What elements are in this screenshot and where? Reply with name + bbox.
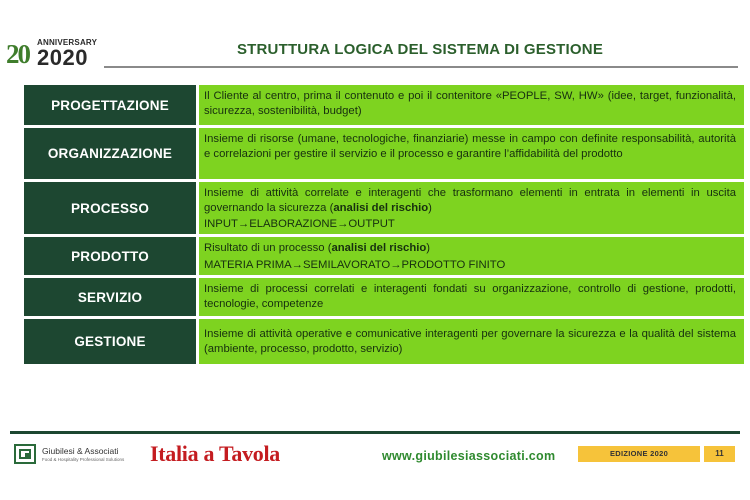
table-row	[24, 237, 744, 275]
row-label: ORGANIZZAZIONE	[24, 128, 196, 179]
row-label: GESTIONE	[24, 319, 196, 364]
logo-year: 2020	[37, 45, 88, 70]
logo-anniversary-text: ANNIVERSARY	[37, 38, 98, 47]
row-text-post: )	[426, 242, 431, 254]
row-flow: INPUT→ELABORAZIONE→OUTPUT	[204, 218, 395, 230]
row-description	[199, 237, 744, 275]
row-label: PROGETTAZIONE	[24, 85, 196, 125]
row-text: Insieme di risorse (umane, tecnologiche, finanziarie) messe in campo con definite responsabilità, autorità e correlazioni per gestire il servizio e il processo e garantire l’affidabilità del prodotto	[204, 133, 736, 160]
footer-divider	[10, 431, 740, 434]
row-description	[199, 128, 744, 179]
anniversary-logo	[6, 38, 98, 70]
row-description	[199, 278, 744, 316]
row-description	[199, 319, 744, 364]
row-description	[199, 182, 744, 234]
logo-mark: 20	[6, 39, 29, 69]
structure-table	[24, 85, 744, 367]
row-text-bold: analisi del rischio	[331, 242, 427, 254]
row-text-bold: analisi del rischio	[333, 201, 429, 214]
partner-logo: Italia a Tavola	[150, 441, 280, 466]
page-title: STRUTTURA LOGICA DEL SISTEMA DI GESTIONE	[236, 41, 604, 58]
row-text-pre: Insieme di attività correlate e interagenti che trasformano elementi in entrata in elementi in uscita governando la sicurezza (	[204, 187, 736, 214]
row-flow: MATERIA PRIMA→SEMILAVORATO→PRODOTTO FINITO	[204, 258, 506, 271]
row-text	[204, 241, 736, 256]
table-row	[24, 278, 744, 316]
row-text: Insieme di processi correlati e interagenti fondati su organizzazione, controllo di gestione, prodotti, tecnologie, competenze	[204, 283, 736, 310]
row-label: SERVIZIO	[24, 278, 196, 316]
row-text: Il Cliente al centro, prima il contenuto e poi il contenitore «PEOPLE, SW, HW» (idee, target, funzionalità, sicurezza, sostenibilità, budget)	[204, 90, 736, 117]
website-link[interactable]: www.giubilesiassociati.com	[382, 449, 556, 463]
company-tagline: Food & Hospitality Professional Solutions	[42, 457, 125, 462]
row-text: Insieme di attività operative e comunicative interagenti per governare la sicurezza e la qualità del sistema (ambiente, processo, prodotto, servizio)	[204, 328, 736, 355]
company-name: Giubilesi & Associati	[42, 446, 119, 456]
row-text-post: )	[428, 201, 432, 214]
table-row	[24, 128, 744, 179]
row-text-pre: Risultato di un processo (	[204, 242, 332, 254]
row-text	[204, 186, 736, 215]
table-row	[24, 319, 744, 364]
row-label: PROCESSO	[24, 182, 196, 234]
table-row	[24, 85, 744, 125]
giubilesi-logo-icon	[14, 444, 36, 464]
row-label: PRODOTTO	[24, 237, 196, 275]
row-description	[199, 85, 744, 125]
table-row	[24, 182, 744, 234]
page-number: 11	[704, 446, 735, 462]
title-divider	[104, 66, 738, 68]
edition-badge: EDIZIONE 2020	[578, 446, 700, 462]
